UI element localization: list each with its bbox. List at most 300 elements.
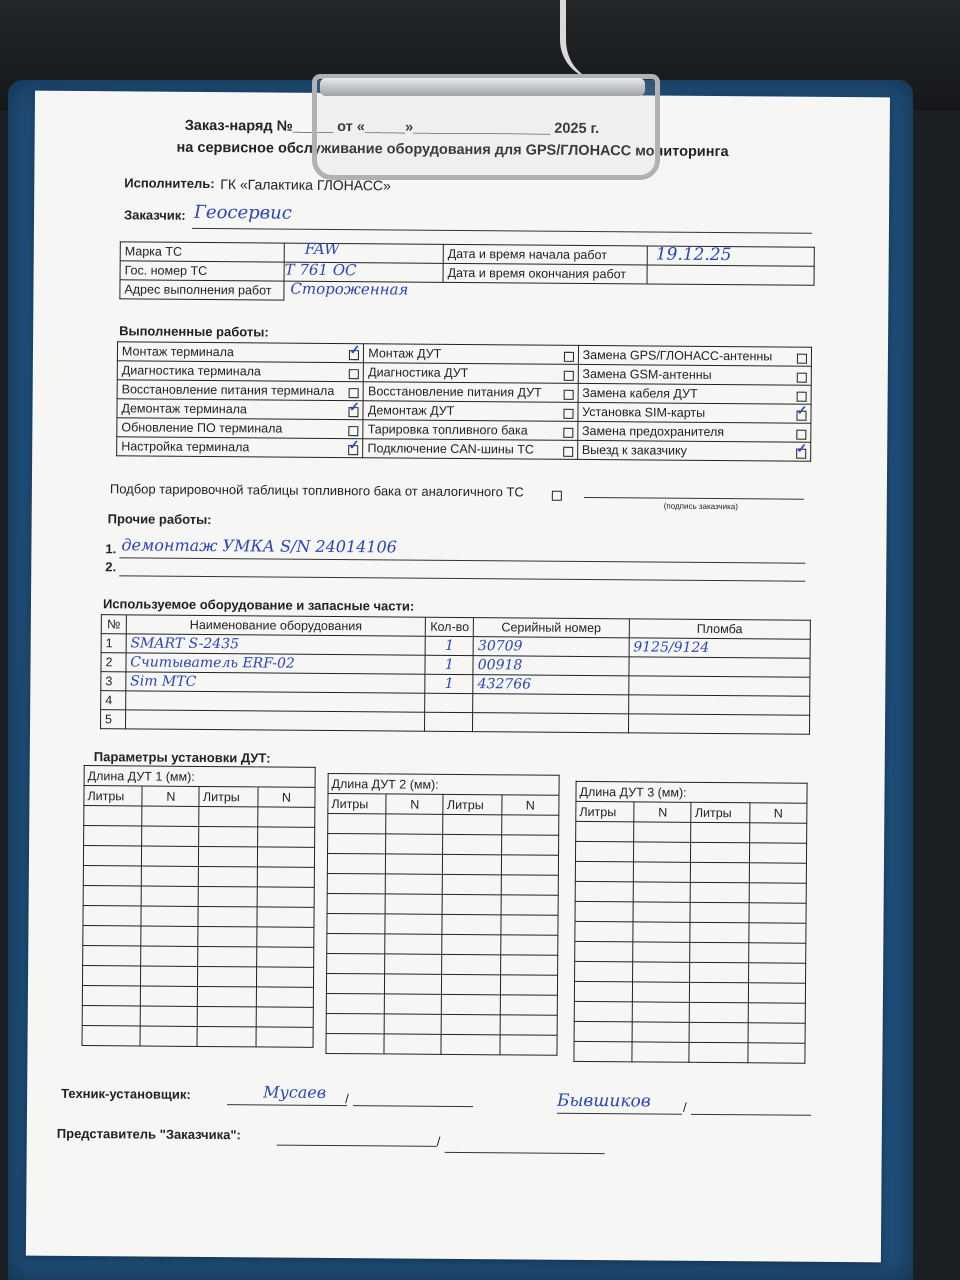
dut-cell[interactable]: [501, 935, 558, 955]
customer-signature-line: [584, 497, 804, 500]
dut-cell[interactable]: [198, 906, 256, 926]
dut-header: Литры: [199, 786, 257, 806]
dut-cell[interactable]: [689, 1042, 747, 1062]
dut-cell[interactable]: [199, 846, 257, 866]
dut-cell[interactable]: [141, 906, 198, 926]
dut-cell[interactable]: [385, 954, 442, 974]
dut-cell[interactable]: [633, 902, 690, 922]
technician-signature: Мусаев: [263, 1082, 327, 1102]
equipment-cell: [425, 712, 473, 731]
dut-cell[interactable]: [442, 994, 500, 1014]
equipment-cell: [628, 676, 810, 696]
dut-cell[interactable]: [690, 922, 748, 942]
work-item-checkbox[interactable]: [563, 447, 573, 457]
dut-cell[interactable]: [386, 854, 443, 874]
dut-cell[interactable]: [633, 1002, 690, 1022]
dut-cell[interactable]: [83, 866, 141, 886]
dut-cell[interactable]: [257, 867, 314, 887]
equipment-cell: 1: [101, 634, 126, 653]
table-row: [83, 946, 314, 968]
dut-cell[interactable]: [501, 835, 558, 855]
work-item-label: Замена GSM-антенны: [582, 366, 712, 382]
dut-cell[interactable]: [142, 866, 199, 886]
work-item-checkbox[interactable]: [797, 392, 807, 402]
work-item-checkbox[interactable]: [349, 426, 359, 436]
dut-cell[interactable]: [443, 814, 501, 834]
dut-cell[interactable]: [82, 986, 140, 1006]
table-row: [82, 1006, 313, 1028]
equipment-cell: [473, 637, 628, 657]
dut-cell[interactable]: [83, 926, 141, 946]
equipment-label: Используемое оборудование и запасные части:: [102, 596, 415, 614]
table-row: [327, 853, 558, 875]
dut-cell[interactable]: [386, 874, 443, 894]
work-item-checkbox[interactable]: [564, 352, 574, 362]
equipment-handwritten-value: 1: [444, 637, 455, 654]
dut-cell[interactable]: [142, 846, 199, 866]
dut-cell[interactable]: [502, 815, 559, 835]
dut-cell[interactable]: [326, 1013, 384, 1033]
dut-cell[interactable]: [326, 1033, 384, 1053]
dut-cell[interactable]: [748, 963, 805, 983]
dut-cell[interactable]: [574, 1041, 632, 1061]
dut-cell[interactable]: [443, 854, 501, 874]
dut-params-label: Параметры установки ДУТ:: [93, 749, 271, 766]
dut-cell[interactable]: [140, 1026, 197, 1046]
table-row: [326, 993, 557, 1015]
dut-cell[interactable]: [141, 886, 198, 906]
dut-cell[interactable]: [384, 1034, 441, 1054]
equipment-cell: [629, 638, 811, 658]
dut-cell[interactable]: [442, 974, 500, 994]
dut-cell[interactable]: [141, 946, 198, 966]
dut-header: Литры: [691, 802, 749, 822]
dut-cell[interactable]: [634, 882, 691, 902]
customer-line: [192, 228, 812, 234]
equipment-cell: [473, 694, 628, 714]
work-item-checkbox[interactable]: [349, 388, 359, 398]
work-item-label: Выезд к заказчику: [581, 442, 687, 458]
dut-cell[interactable]: [501, 895, 558, 915]
dut-cell[interactable]: [256, 947, 313, 967]
table-row: [326, 1013, 557, 1035]
work-item: [117, 342, 364, 363]
dut-cell[interactable]: [385, 914, 442, 934]
dut-cell[interactable]: [257, 887, 314, 907]
dut-cell[interactable]: [574, 1021, 632, 1041]
dut-cell[interactable]: [141, 966, 198, 986]
equipment-header: Кол-во: [426, 617, 474, 636]
equipment-cell: 4: [101, 691, 126, 710]
equipment-cell: [473, 656, 628, 676]
table-row: [82, 986, 313, 1008]
dut-cell[interactable]: [690, 1002, 748, 1022]
dut-cell[interactable]: [691, 822, 749, 842]
work-item: [117, 361, 364, 382]
dut-cell[interactable]: [385, 934, 442, 954]
dut-table-2: [325, 773, 559, 1056]
dut-cell[interactable]: [633, 982, 690, 1002]
dut-cell[interactable]: [500, 1015, 557, 1035]
dut-cell[interactable]: [500, 975, 557, 995]
dut-cell[interactable]: [256, 987, 313, 1007]
dut-cell[interactable]: [257, 847, 314, 867]
dut-cell[interactable]: [748, 1003, 805, 1023]
dut-header: N: [634, 802, 691, 822]
dut-cell[interactable]: [385, 994, 442, 1014]
plate-label: Гос. номер ТС: [120, 261, 284, 281]
dut-cell[interactable]: [142, 806, 199, 826]
dut-cell[interactable]: [749, 883, 806, 903]
work-item: [578, 383, 812, 404]
dut-cell[interactable]: [199, 866, 257, 886]
table-row: [575, 881, 806, 903]
dut-cell[interactable]: [83, 946, 141, 966]
dut-cell[interactable]: [691, 862, 749, 882]
equipment-header: №: [101, 615, 126, 634]
dut-cell[interactable]: [443, 894, 501, 914]
title-line-1: Заказ-наряд №_____ от «_____»_________________ 2025 г.: [184, 117, 600, 138]
dut-cell[interactable]: [199, 826, 257, 846]
dut-cell[interactable]: [749, 923, 806, 943]
dut-cell[interactable]: [690, 902, 748, 922]
dut-cell[interactable]: [327, 933, 385, 953]
works-table: [116, 341, 812, 461]
dut-cell[interactable]: [326, 973, 384, 993]
table-row: [327, 953, 558, 975]
signature-caption: (подпись заказчика): [663, 501, 738, 512]
work-item: [363, 439, 577, 460]
equipment-cell: [426, 636, 474, 655]
work-item: [363, 382, 577, 403]
work-item-label: Демонтаж терминала: [121, 401, 247, 417]
technician-sign-line: [227, 1104, 347, 1106]
dut-cell[interactable]: [633, 922, 690, 942]
calibration-label: Подбор тарировочной таблицы топливного бака от аналогичного ТС: [109, 481, 524, 500]
work-item-checkbox[interactable]: [563, 428, 573, 438]
address-value: Стороженная: [284, 281, 814, 304]
dut-cell[interactable]: [141, 986, 198, 1006]
dut-cell[interactable]: [443, 874, 501, 894]
slash-1: /: [345, 1091, 349, 1107]
work-item: [578, 345, 812, 366]
dut-cell[interactable]: [749, 943, 806, 963]
executor-label: Исполнитель:: [124, 175, 215, 192]
dut-cell[interactable]: [575, 941, 633, 961]
work-item-label: Восстановление питания терминала: [121, 382, 335, 399]
dut-cell[interactable]: [632, 1042, 689, 1062]
dut-cell[interactable]: [748, 1023, 805, 1043]
work-item-label: Замена кабеля ДУТ: [582, 385, 698, 401]
dut-cell[interactable]: [385, 894, 442, 914]
work-item-checkbox[interactable]: [349, 350, 359, 360]
work-item-label: Монтаж терминала: [121, 344, 234, 360]
dut-cell[interactable]: [575, 961, 633, 981]
dut-cell[interactable]: [575, 861, 633, 881]
dut-cell[interactable]: [443, 834, 501, 854]
work-order-sheet: [26, 91, 890, 1263]
table-row: [327, 913, 558, 935]
slash-2: /: [682, 1099, 687, 1115]
work-item: [364, 363, 578, 384]
title-line-2: на сервисное обслуживание оборудования для GPS/ГЛОНАСС мониторинга: [176, 139, 729, 161]
equipment-cell: 5: [101, 710, 126, 729]
slash-3: /: [436, 1133, 441, 1149]
equipment-cell: 3: [101, 672, 126, 691]
dut-title: Длина ДУТ 1 (мм):: [84, 766, 315, 788]
table-row: [82, 966, 313, 988]
dut-cell[interactable]: [691, 882, 749, 902]
dut-cell[interactable]: [141, 926, 198, 946]
dut-cell[interactable]: [258, 807, 315, 827]
dut-cell[interactable]: [256, 1027, 313, 1047]
dut-cell[interactable]: [198, 946, 256, 966]
table-row: [82, 1026, 313, 1048]
dut-cell[interactable]: [749, 823, 806, 843]
dut-cell[interactable]: [82, 1006, 140, 1026]
dut-cell[interactable]: [327, 853, 385, 873]
calibration-checkbox[interactable]: [552, 491, 562, 501]
work-item-checkbox[interactable]: [797, 354, 807, 364]
dut-cell[interactable]: [690, 942, 748, 962]
work-item-label: Тарировка топливного бака: [367, 422, 528, 438]
dut-cell[interactable]: [634, 842, 691, 862]
work-item-checkbox[interactable]: [563, 371, 573, 381]
work-item: [364, 344, 578, 365]
dut-cell[interactable]: [141, 1006, 198, 1026]
work-item-checkbox[interactable]: [349, 445, 359, 455]
customer-value: Геосервис: [193, 201, 292, 224]
dut-cell[interactable]: [690, 962, 748, 982]
dut-cell[interactable]: [441, 1034, 499, 1054]
equipment-handwritten-value: 432766: [477, 676, 532, 693]
equipment-table: [100, 614, 811, 735]
work-item-label: Монтаж ДУТ: [368, 346, 442, 361]
equipment-handwritten-value: 1: [444, 675, 454, 692]
dut-cell[interactable]: [442, 1014, 500, 1034]
dut-cell[interactable]: [326, 993, 384, 1013]
dut-cell[interactable]: [575, 841, 633, 861]
dut-cell[interactable]: [575, 881, 633, 901]
rep-sign-line-2: [277, 1145, 437, 1147]
table-row: [327, 893, 558, 915]
other-work-1-value: демонтаж УМКА S/N 24014106: [121, 535, 397, 557]
other-work-2-num: 2.: [105, 559, 117, 575]
technician-name-line: [353, 1105, 473, 1107]
dut-header: Литры: [328, 793, 386, 813]
works-label: Выполненные работы:: [119, 323, 269, 340]
table-row: [574, 981, 805, 1003]
dut-title: Длина ДУТ 2 (мм):: [328, 773, 559, 795]
technician-label: Техник-установщик:: [61, 1085, 191, 1102]
dut-cell[interactable]: [198, 986, 256, 1006]
dut-cell[interactable]: [197, 1026, 255, 1046]
dut-cell[interactable]: [749, 863, 806, 883]
dut-cell[interactable]: [199, 886, 257, 906]
dut-cell[interactable]: [749, 903, 806, 923]
dut-header: N: [386, 794, 443, 814]
table-row: [326, 973, 557, 995]
work-item-label: Диагностика терминала: [121, 363, 261, 379]
dut-cell[interactable]: [328, 833, 386, 853]
dut-cell[interactable]: [328, 813, 386, 833]
dut-table-1: [82, 765, 316, 1048]
table-row: [575, 941, 806, 963]
work-item-checkbox[interactable]: [796, 449, 806, 459]
work-item: [117, 418, 364, 439]
equipment-cell: [473, 713, 628, 733]
table-row: [83, 906, 314, 928]
table-row: [328, 813, 559, 835]
dut-cell[interactable]: [327, 953, 385, 973]
dut-cell[interactable]: [442, 954, 500, 974]
dut-title: Длина ДУТ 3 (мм):: [576, 781, 807, 803]
dut-cell[interactable]: [199, 806, 257, 826]
dut-cell[interactable]: [576, 821, 634, 841]
equipment-handwritten-value: 30709: [477, 638, 523, 655]
dut-cell[interactable]: [500, 995, 557, 1015]
table-row: [83, 866, 314, 888]
dut-cell[interactable]: [574, 1001, 632, 1021]
dut-cell[interactable]: [386, 834, 443, 854]
equipment-cell: [425, 655, 473, 674]
work-item-checkbox[interactable]: [797, 373, 807, 383]
work-item-label: Настройка терминала: [121, 439, 250, 455]
dut-cell[interactable]: [748, 1043, 805, 1063]
dut-cell[interactable]: [384, 1014, 441, 1034]
equipment-cell: [629, 657, 811, 677]
work-item: [117, 437, 364, 458]
address-label: Адрес выполнения работ: [120, 280, 284, 300]
dut-cell[interactable]: [385, 974, 442, 994]
equipment-cell: [125, 691, 425, 712]
dut-cell[interactable]: [256, 1007, 313, 1027]
dut-cell[interactable]: [142, 826, 199, 846]
dut-cell[interactable]: [574, 981, 632, 1001]
dut-cell[interactable]: [84, 826, 142, 846]
dut-cell[interactable]: [500, 955, 557, 975]
equipment-header: Наименование оборудования: [126, 615, 426, 636]
dut-cell[interactable]: [257, 927, 314, 947]
work-item-checkbox[interactable]: [796, 430, 806, 440]
dut-cell[interactable]: [749, 843, 806, 863]
work-item: [577, 421, 811, 442]
representative-sign-line: [557, 1113, 682, 1115]
dut-cell[interactable]: [501, 915, 558, 935]
other-work-2-line: [119, 575, 805, 581]
dut-cell[interactable]: [327, 913, 385, 933]
work-item-checkbox[interactable]: [563, 390, 573, 400]
dut-header: N: [502, 795, 559, 815]
dut-cell[interactable]: [632, 1022, 689, 1042]
dut-cell[interactable]: [257, 907, 314, 927]
work-item: [117, 399, 364, 420]
equipment-cell: [628, 714, 810, 734]
dut-cell[interactable]: [327, 873, 385, 893]
dut-cell[interactable]: [634, 862, 691, 882]
dut-cell[interactable]: [442, 934, 500, 954]
dut-cell[interactable]: [198, 926, 256, 946]
table-row: [575, 841, 806, 863]
dut-cell[interactable]: [575, 901, 633, 921]
equipment-cell: [425, 693, 473, 712]
work-item-checkbox[interactable]: [796, 411, 806, 421]
dut-cell[interactable]: [256, 967, 313, 987]
work-item: [577, 440, 811, 461]
dut-cell[interactable]: [634, 822, 691, 842]
plate-value: Т 761 ОС: [284, 262, 443, 282]
equipment-cell: [126, 672, 426, 693]
dut-cell[interactable]: [748, 983, 805, 1003]
equipment-cell: [126, 634, 426, 655]
table-row: [84, 806, 315, 828]
dut-header: Литры: [84, 786, 142, 806]
vehicle-table: [119, 241, 814, 304]
work-item-checkbox[interactable]: [349, 369, 359, 379]
work-item-label: Демонтаж ДУТ: [367, 403, 455, 418]
equipment-cell: [425, 674, 473, 693]
work-item-checkbox[interactable]: [349, 407, 359, 417]
work-item-label: Замена предохранителя: [581, 423, 725, 440]
executor-value: ГК «Галактика ГЛОНАСС»: [220, 176, 391, 194]
equipment-handwritten-value: 00918: [477, 657, 523, 674]
dut-cell[interactable]: [633, 962, 690, 982]
work-item-checkbox[interactable]: [563, 409, 573, 419]
equipment-header: Пломба: [629, 619, 811, 639]
dut-cell[interactable]: [690, 1022, 748, 1042]
dut-cell[interactable]: [82, 966, 140, 986]
dut-cell[interactable]: [386, 814, 443, 834]
dut-cell[interactable]: [633, 942, 690, 962]
dut-cell[interactable]: [691, 842, 749, 862]
equipment-cell: [628, 695, 810, 715]
dut-cell[interactable]: [257, 827, 314, 847]
dut-table-3: [573, 781, 807, 1064]
equipment-cell: [126, 653, 426, 674]
equipment-handwritten-value: 9125/9124: [633, 639, 710, 656]
work-item: [363, 420, 577, 441]
dut-cell[interactable]: [442, 914, 500, 934]
end-value: [647, 265, 814, 285]
dut-cell[interactable]: [82, 1026, 140, 1046]
table-row: [575, 901, 806, 923]
equipment-header: Серийный номер: [474, 618, 629, 638]
clipboard-clip-bar: [320, 78, 645, 96]
dut-cell[interactable]: [83, 886, 141, 906]
dut-header: N: [750, 803, 807, 823]
table-row: [575, 861, 806, 883]
end-label: Дата и время окончания работ: [443, 263, 647, 284]
table-row: [574, 1041, 805, 1063]
representative-label: Представитель "Заказчика":: [56, 1125, 241, 1143]
dut-cell[interactable]: [500, 1035, 557, 1055]
dut-cell[interactable]: [198, 966, 256, 986]
dut-cell[interactable]: [501, 855, 558, 875]
table-row: [84, 826, 315, 848]
dut-cell[interactable]: [575, 921, 633, 941]
dut-cell[interactable]: [501, 875, 558, 895]
dut-cell[interactable]: [327, 893, 385, 913]
dut-cell[interactable]: [198, 1006, 256, 1026]
dut-cell[interactable]: [690, 982, 748, 1002]
work-item-label: Диагностика ДУТ: [368, 365, 469, 381]
dut-cell[interactable]: [83, 906, 141, 926]
equipment-handwritten-value: 1: [444, 656, 454, 673]
dut-cell[interactable]: [84, 806, 142, 826]
brand-label: Марка ТС: [120, 242, 284, 262]
dut-cell[interactable]: [83, 846, 141, 866]
table-row: [326, 1033, 557, 1055]
